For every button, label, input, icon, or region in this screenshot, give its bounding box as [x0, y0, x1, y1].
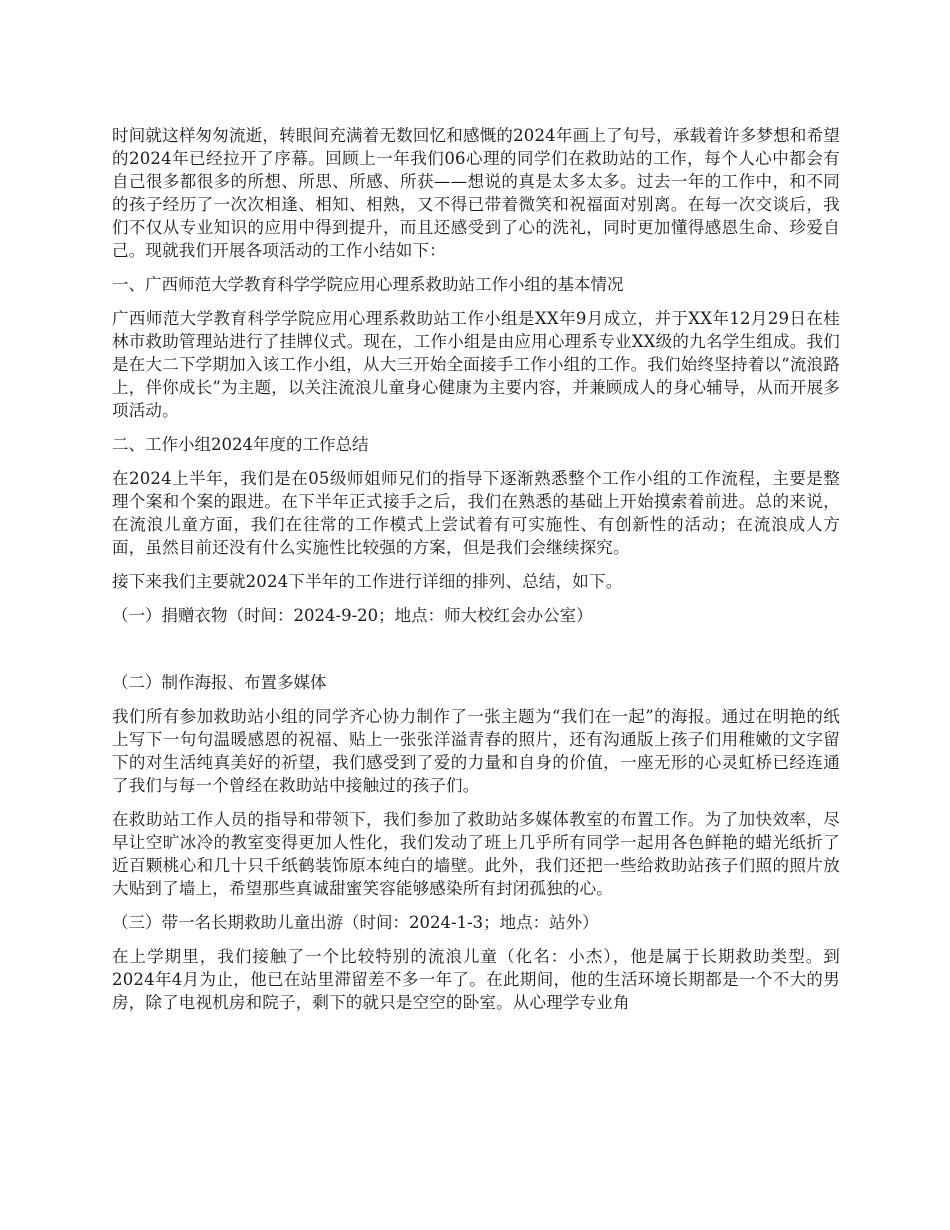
- item1-heading: （一）捐赠衣物（时间：2024-9-20；地点：师大校红会办公室）: [112, 606, 593, 625]
- section2-next-paragraph: 接下来我们主要就2024下半年的工作进行详细的排列、总结，如下。: [112, 572, 623, 591]
- item2-paragraph-2: 在救助站工作人员的指导和带领下，我们参加了救助站多媒体教室的布置工作。为了加快效率，尽早让空旷冰冷的教室变得更加人性化，我们发动了班上几乎所有同学一起用各色鲜艳的蜡光纸折了近百颗桃心和几十只千纸鹤装饰原本纯白的墙壁。此外，我们还把一些给救助站孩子们照的照片放大贴到了墙上，希望那些真诚甜蜜笑容能够感染所有封闭孤独的心。: [112, 810, 840, 898]
- section1-paragraph: 广西师范大学教育科学学院应用心理系救助站工作小组是XX年9月成立，并于XX年12月29日在桂林市救助管理站进行了挂牌仪式。现在，工作小组是由应用心理系专业XX级的九名学生组成。我们是在大二下学期加入该工作小组，从大三开始全面接手工作小组的工作。我们始终坚持着以“流浪路上，伴你成长”为主题，以关注流浪儿童身心健康为主要内容，并兼顾成人的身心辅导，从而开展多项活动。: [112, 309, 840, 420]
- blank-space: [112, 638, 840, 671]
- item3-paragraph: 在上学期里，我们接触了一个比较特别的流浪儿童（化名：小杰），他是属于长期救助类型。到2024年4月为止，他已在站里滞留差不多一年了。在此期间，他的生活环境长期都是一个不大的男房，除了电视机房和院子，剩下的就只是空空的卧室。从心理学专业角: [112, 947, 840, 1012]
- item3-heading: （三）带一名长期救助儿童出游（时间：2024-1-3；地点：站外）: [112, 913, 599, 932]
- item2-paragraph-1: 我们所有参加救助站小组的同学齐心协力制作了一张主题为“我们在一起”的海报。通过在明艳的纸上写下一句句温暖感恩的祝福、贴上一张张洋溢青春的照片，还有沟通版上孩子们用稚嫩的文字留下的对生活纯真美好的祈望，我们感受到了爱的力量和自身的价值，一座无形的心灵虹桥已经连通了我们与每一个曾经在救助站中接触过的孩子们。: [112, 707, 840, 795]
- section1-heading: 一、广西师范大学教育科学学院应用心理系救助站工作小组的基本情况: [112, 275, 624, 294]
- section2-heading: 二、工作小组2024年度的工作总结: [112, 435, 369, 454]
- item2-heading: （二）制作海报、布置多媒体: [112, 673, 327, 692]
- intro-paragraph: 时间就这样匆匆流逝，转眼间充满着无数回忆和感慨的2024年画上了句号，承载着许多梦想和希望的2024年已经拉开了序幕。回顾上一年我们06心理的同学们在救助站的工作，每个人心中都会有自己很多都很多的所想、所思、所感、所获——想说的真是太多太多。过去一年的工作中，和不同的孩子经历了一次次相逢、相知、相熟，又不得已带着微笑和祝福面对别离。在每一次交谈后，我们不仅从专业知识的应用中得到提升，而且还感受到了心的洗礼，同时更加懂得感恩生命、珍爱自己。现就我们开展各项活动的工作小结如下：: [112, 126, 840, 260]
- section2-paragraph: 在2024上半年，我们是在05级师姐师兄们的指导下逐渐熟悉整个工作小组的工作流程，主要是整理个案和个案的跟进。在下半年正式接手之后，我们在熟悉的基础上开始摸索着前进。总的来说，在流浪儿童方面，我们在往常的工作模式上尝试着有可实施性、有创新性的活动；在流浪成人方面，虽然目前还没有什么实施性比较强的方案，但是我们会继续探究。: [112, 469, 840, 557]
